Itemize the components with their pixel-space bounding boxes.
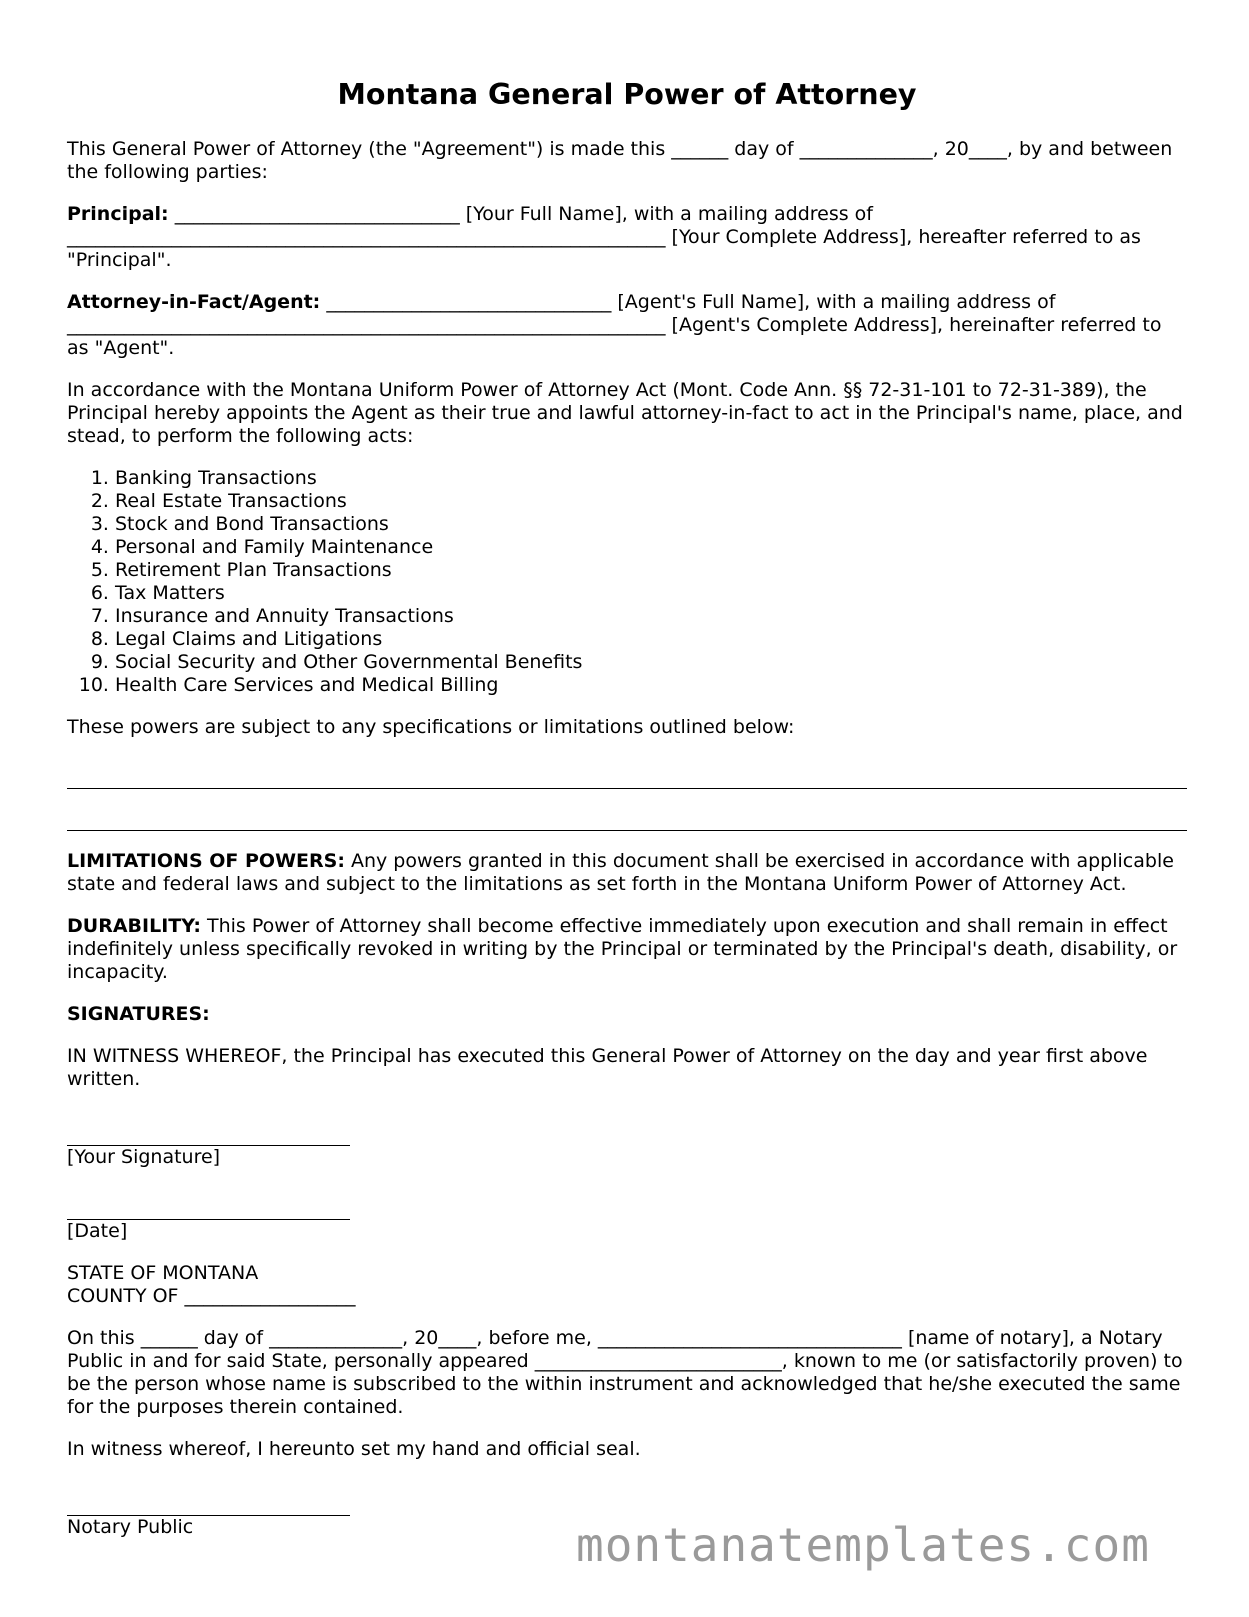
list-item: 1. Banking Transactions — [115, 467, 1187, 490]
watermark: montanatemplates.com — [576, 1518, 1150, 1572]
notary-label: Notary Public — [67, 1516, 194, 1538]
agent-text: ______________________________ [Agent's Full Name], with a mailing address of _______________________________________________________________ [Agent's Complete Address], hereinafter referred to as "Agent". — [67, 291, 1168, 359]
signature-label: [Your Signature] — [67, 1146, 221, 1168]
intro-paragraph: This General Power of Attorney (the "Agreement") is made this ______ day of ______________, 20____, by and between the following parties: — [67, 138, 1179, 183]
durability-text: This Power of Attorney shall become effective immediately upon execution and shall remain in effect indefinitely unless specifically revoked in writing by the Principal or terminated by the Principal's death, disability, or incapacity. — [67, 915, 1184, 983]
document-page — [67, 78, 1187, 1539]
list-item: 4. Personal and Family Maintenance — [115, 536, 1187, 559]
county-line: COUNTY OF __________________ — [67, 1285, 356, 1307]
principal-paragraph — [67, 203, 1187, 272]
principal-text: ______________________________ [Your Full Name], with a mailing address of _______________________________________________________________ [Your Complete Address], hereafter referred to as "Principal". — [67, 203, 1147, 271]
limitations-text: Any powers granted in this document shall be exercised in accordance with applicable state and federal laws and subject to the limitations as set forth in the Montana Uniform Power of Attorney Act. — [67, 850, 1180, 895]
agent-paragraph — [67, 291, 1187, 360]
powers-list — [67, 467, 1187, 697]
date-label: [Date] — [67, 1220, 128, 1242]
durability-label: DURABILITY: — [67, 915, 201, 937]
notary-paragraph: On this ______ day of ______________, 20____, before me, ________________________________ [name of notary], a Notary Public in and for said State, personally appeared __________________________, known to me (or satisfactorily proven) to be the person whose name is subscribed to the within instrument and acknowledged that he/she executed the same for the purposes therein contained. — [67, 1327, 1189, 1418]
list-item: 8. Legal Claims and Litigations — [115, 628, 1187, 651]
list-item: 7. Insurance and Annuity Transactions — [115, 605, 1187, 628]
durability-paragraph — [67, 915, 1187, 984]
agent-label: Attorney-in-Fact/Agent: — [67, 291, 321, 313]
appointment-paragraph: In accordance with the Montana Uniform Power of Attorney Act (Mont. Code Ann. §§ 72-31-101 to 72-31-389), the Principal hereby appoints the Agent as their true and lawful attorney-in-fact to act in the Principal's name, place, and stead, to perform the following acts: — [67, 379, 1189, 447]
list-item: 3. Stock and Bond Transactions — [115, 513, 1187, 536]
signatures-heading — [67, 1003, 1187, 1026]
list-item: 6. Tax Matters — [115, 582, 1187, 605]
signatures-heading-text: SIGNATURES: — [67, 1003, 210, 1025]
list-item: 10. Health Care Services and Medical Billing — [115, 674, 1187, 697]
list-item: 2. Real Estate Transactions — [115, 490, 1187, 513]
limitations-blank-line-1 — [67, 747, 1187, 789]
specifications-paragraph: These powers are subject to any specifications or limitations outlined below: — [67, 716, 795, 738]
limitations-label: LIMITATIONS OF POWERS: — [67, 850, 345, 872]
limitations-paragraph — [67, 850, 1187, 896]
limitations-blank-line-2 — [67, 789, 1187, 831]
state-line: STATE OF MONTANA — [67, 1262, 259, 1284]
list-item: 9. Social Security and Other Governmental Benefits — [115, 651, 1187, 674]
witness-paragraph: IN WITNESS WHEREOF, the Principal has executed this General Power of Attorney on the day and year first above written. — [67, 1045, 1154, 1090]
list-item: 5. Retirement Plan Transactions — [115, 559, 1187, 582]
document-title: Montana General Power of Attorney — [337, 78, 917, 111]
principal-label: Principal: — [67, 203, 169, 225]
seal-paragraph: In witness whereof, I hereunto set my hand and official seal. — [67, 1438, 641, 1460]
